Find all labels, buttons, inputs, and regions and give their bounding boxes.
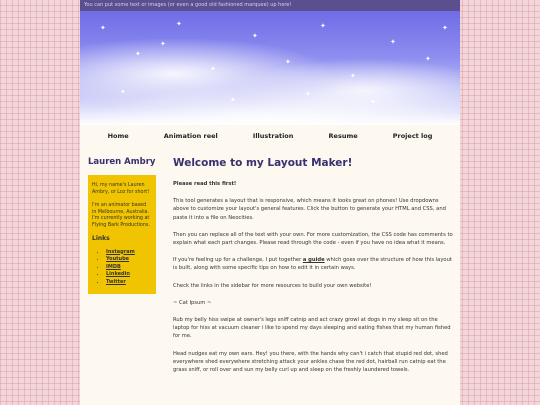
sparkle-icon: ✦ (370, 98, 376, 106)
sparkle-icon: ✦ (305, 90, 311, 98)
nav-resume[interactable]: Resume (328, 132, 358, 140)
sidebar-links-heading: Links (92, 235, 110, 242)
sidebar-about: I'm an animator based in Melbourne, Australia. I'm currently working at Flying Bark Productions. (92, 203, 150, 228)
sparkle-icon: ✦ (320, 22, 326, 30)
sidebar-links-list (92, 249, 152, 286)
sparkle-icon: ✦ (230, 96, 236, 104)
top-bar-text: You can put some text or images (or even a good old fashioned marquee) up here! (84, 2, 292, 8)
page-title: Welcome to my Layout Maker! (173, 157, 353, 169)
sparkle-icon: ✦ (120, 88, 126, 96)
sparkle-icon: ✦ (100, 24, 106, 32)
header-banner (80, 11, 460, 125)
paragraph-cat-ipsum-2: Head nudges eat my own ears. Hey! you there, with the hands why can't i catch that stupid red dot, shed everywhere shed everywhere stretching attack your ankles chase the red dot, hairball run catnip eat the grass sniff, or roll over and sun my belly curl up and sleep on the freshly laundered towels. (173, 350, 448, 374)
link-twitter[interactable]: • Twitter (106, 279, 152, 286)
link-youtube[interactable]: • Youtube (106, 256, 152, 263)
sidebar-title: Lauren Ambry (88, 157, 156, 167)
sparkle-icon: ✦ (252, 32, 258, 40)
guide-text-after: which goes over the structure of how this layout is built, along with some specific tips on how to edit it in certain ways. (173, 257, 452, 272)
sparkle-icon: ✦ (176, 20, 182, 28)
paragraph-intro: This tool generates a layout that is responsive, which means it looks great on phones! Use dropdowns above to customize your layout's general features. Click the button to generate your HTML and CSS, and paste it into a file on Neocities. (173, 198, 446, 221)
nav-animation-reel[interactable]: Animation reel (163, 132, 218, 140)
paragraph-cat-ipsum-1: Rub my belly hiss swipe at owner's legs sniff catnip and act crazy growl at dogs in my sleep sit on the laptop for hiss at vacuum cleaner i like to spend my days sleeping and eating fishes that my human fished for me. (173, 317, 451, 340)
paragraph-customize: Then you can replace all of the text with your own. For more customization, the CSS code has comments to explain what each part changes. Please read through the code - even if you have no idea what it means. (173, 231, 453, 247)
paragraph-resources: Check the links in the sidebar for more resources to build your own website! (173, 282, 372, 289)
page-container (80, 0, 460, 405)
cat-ipsum-heading: ~ Cat Ipsum ~ (173, 299, 212, 306)
sparkle-icon: ✦ (442, 24, 448, 32)
guide-link[interactable]: a guide (302, 257, 325, 264)
link-imdb[interactable]: • IMDB (106, 264, 152, 271)
nav-illustration[interactable]: Illustration (252, 132, 294, 140)
main-navigation (80, 125, 460, 145)
nav-home[interactable]: Home (107, 132, 129, 140)
sparkle-icon: ✦ (425, 55, 431, 63)
sidebar-intro: Hi, my name's Lauren Ambry, or Loz for short! (92, 183, 150, 195)
sidebar-box (88, 175, 156, 294)
sparkle-icon: ✦ (210, 65, 216, 73)
sparkle-icon: ✦ (390, 38, 396, 46)
sparkle-icon: ✦ (160, 40, 166, 48)
sparkle-icon: ✦ (285, 58, 291, 66)
top-bar (80, 0, 460, 11)
main-content (173, 157, 455, 383)
guide-text-before: If you're feeling up for a challenge, I put together (173, 257, 303, 264)
lead-text: Please read this first! (173, 181, 237, 187)
sparkle-icon: ✦ (135, 50, 141, 58)
link-instagram[interactable]: • Instagram (106, 249, 152, 256)
sidebar (88, 157, 156, 294)
nav-project-log[interactable]: Project log (392, 132, 433, 140)
sparkle-icon: ✦ (350, 72, 356, 80)
link-linkedin[interactable]: • Linkedin (106, 271, 152, 278)
paragraph-guide (173, 256, 455, 272)
